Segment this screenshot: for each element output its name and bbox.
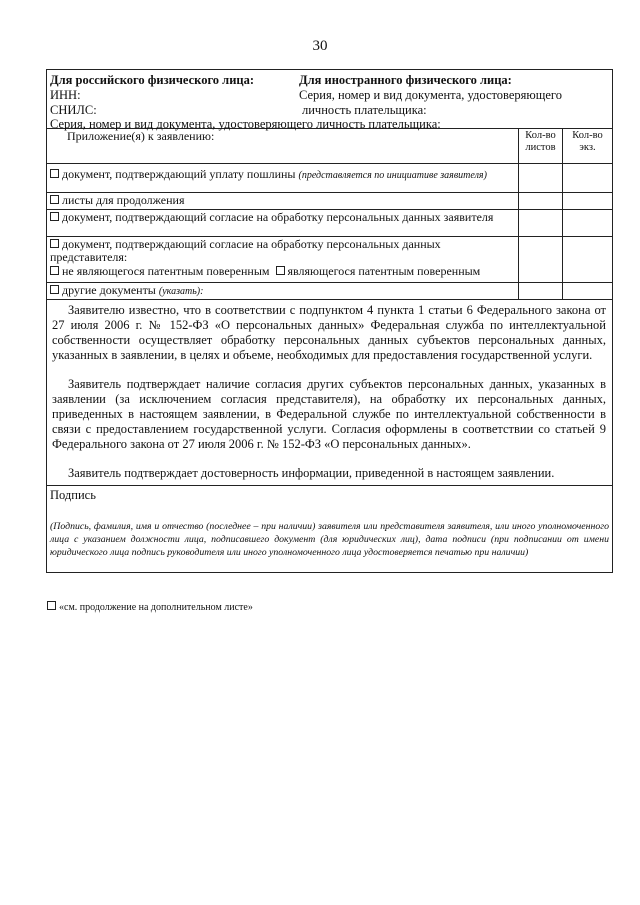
continuation-sheets-cell[interactable] xyxy=(518,193,562,209)
russian-person-heading: Для российского физического лица: xyxy=(50,73,255,87)
attachment-row-applicant-consent: документ, подтверждающий согласие на обработку персональных данных заявителя xyxy=(47,210,612,237)
applicant-consent-copies-cell[interactable] xyxy=(562,210,612,236)
other-documents-sheets-cell[interactable] xyxy=(518,283,562,299)
attachment-row-representative-consent: документ, подтверждающий согласие на обработку персональных данных представителя: не являющегося патентным поверенным являющегося патентным поверенным xyxy=(47,237,612,283)
statement-consent-of-subjects: Заявитель подтверждает наличие согласия других субъектов персональных данных, указанных в заявлении (за исключением согласия представителя), на обработку их персональных данных, приведенных в настоящем заявлении, в Федеральной службе по интеллектуальной собственности в связи с предоставлением государственной услуги. Согласия оформлены в соответствии со статьей 9 Федерального закона от 27 июля 2006 г. № 152-ФЗ «О персональных данных». xyxy=(52,377,606,451)
representative-consent-sheets-cell[interactable] xyxy=(518,237,562,282)
attachment-row-fee: документ, подтверждающий уплату пошлины (представляется по инициативе заявителя) xyxy=(47,164,612,193)
applicant-consent-sheets-cell[interactable] xyxy=(518,210,562,236)
not-patent-attorney-checkbox[interactable] xyxy=(50,266,59,275)
other-documents-checkbox[interactable] xyxy=(50,285,59,294)
statement-accuracy: Заявитель подтверждает достоверность информации, приведенной в настоящем заявлении. xyxy=(68,466,555,480)
attachments-header: Приложение(я) к заявлению: xyxy=(67,129,215,143)
signature-note: (Подпись, фамилия, имя и отчество (последнее – при наличии) заявителя или представителя заявителя, или иного уполномоченного лица с указанием должности лица, подписавшего документ (для юридических лиц), дата подписи (при подписании от имени юридического лица подпись руководителя или иного уполномоченного лица удостоверяется печатью при наличии) xyxy=(50,521,609,558)
application-form xyxy=(46,69,613,573)
continuation-sheets-checkbox[interactable] xyxy=(50,195,59,204)
representative-consent-copies-cell[interactable] xyxy=(562,237,612,282)
sheets-column-header: Кол-во листов xyxy=(518,129,562,163)
fee-sheets-cell[interactable] xyxy=(518,164,562,192)
russian-person-block xyxy=(50,73,254,118)
identity-section xyxy=(47,70,612,129)
payer-document-label: Серия, номер и вид документа, удостоверяющего личность плательщика: xyxy=(50,117,441,131)
fee-note: (представляется по инициативе заявителя) xyxy=(298,170,487,181)
copies-column-header: Кол-во экз. xyxy=(562,129,612,163)
fee-checkbox[interactable] xyxy=(50,169,59,178)
continuation-note: «см. продолжение на дополнительном листе» xyxy=(47,601,253,613)
foreign-doc-label-cont: личность плательщика: xyxy=(302,103,427,117)
signature-label: Подпись xyxy=(50,488,96,502)
other-documents-copies-cell[interactable] xyxy=(562,283,612,299)
patent-attorney-checkbox[interactable] xyxy=(276,266,285,275)
inn-label: ИНН: xyxy=(50,88,81,102)
foreign-doc-label: Серия, номер и вид документа, удостоверяющего xyxy=(299,88,562,102)
fee-copies-cell[interactable] xyxy=(562,164,612,192)
statements-section xyxy=(47,300,612,486)
attachments-header-row xyxy=(47,129,612,164)
attachment-row-other: другие документы (указать): xyxy=(47,283,612,300)
foreign-person-block xyxy=(299,73,562,118)
continuation-copies-cell[interactable] xyxy=(562,193,612,209)
page-number: 30 xyxy=(312,38,328,54)
continuation-checkbox[interactable] xyxy=(47,601,56,610)
other-documents-note: (указать): xyxy=(158,286,204,297)
signature-section xyxy=(47,486,612,572)
applicant-consent-checkbox[interactable] xyxy=(50,212,59,221)
attachment-row-continuation: листы для продолжения xyxy=(47,193,612,210)
snils-label: СНИЛС: xyxy=(50,103,97,117)
statement-personal-data-processing: Заявителю известно, что в соответствии с подпунктом 4 пункта 1 статьи 6 Федерального закона от 27 июля 2006 г. № 152-ФЗ «О персональных данных» Федеральная служба по интеллектуальной собственности осуществляет обработку персональных данных субъектов персональных данных, указанных в заявлении, в целях и объеме, необходимых для предоставления государственной услуги. xyxy=(52,303,606,362)
representative-consent-checkbox[interactable] xyxy=(50,239,59,248)
foreign-person-heading: Для иностранного физического лица: xyxy=(299,73,512,87)
